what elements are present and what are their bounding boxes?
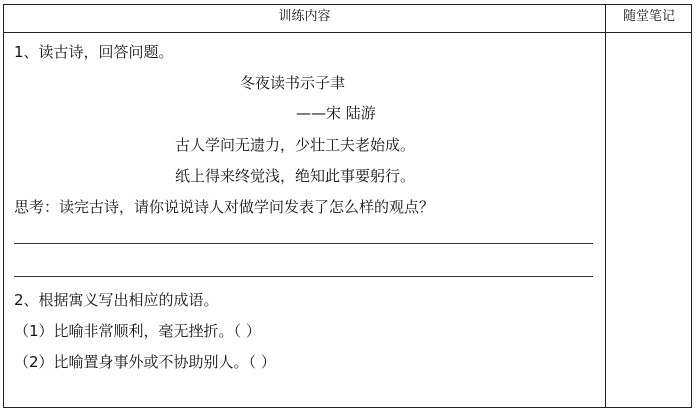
poem-line-2: 纸上得来终觉浅，绝知此事要躬行。 [175,167,416,185]
question-2-item-1: （1）比喻非常顺利，毫无挫折。（ ） [14,322,261,340]
poem-line-1: 古人学问无遗力，少壮工夫老始成。 [175,136,416,154]
poem-title: 冬夜读书示子聿 [240,74,346,92]
question-2-item-2: （2）比喻置身事外或不协助别人。（ ） [14,353,276,371]
answer-line-1[interactable] [14,243,593,244]
question-2-prompt: 2、根据寓义写出相应的成语。 [14,291,219,309]
answer-line-2[interactable] [14,276,593,277]
question-1-think: 思考：读完古诗，请你说说诗人对做学问发表了怎么样的观点？ [14,198,435,216]
question-1-prompt: 1、读古诗，回答问题。 [14,43,174,61]
header-training-content: 训练内容 [278,9,331,24]
worksheet-table [3,4,692,408]
column-divider [605,5,606,407]
header-class-notes: 随堂笔记 [622,9,675,24]
header-divider [4,32,691,33]
poem-author: ——宋 陆游 [296,104,376,122]
